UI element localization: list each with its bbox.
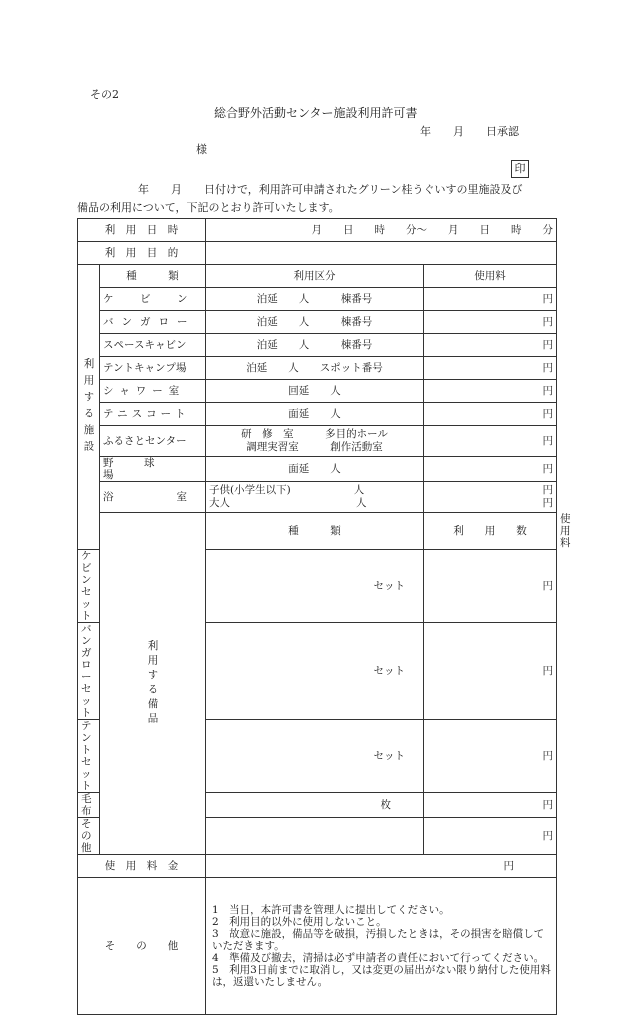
- datetime-label: 利 用 日 時: [78, 219, 206, 242]
- total-fee-value: 円: [206, 855, 557, 878]
- facility-usage: 面延 人: [206, 403, 424, 426]
- total-fee-row: [78, 855, 557, 878]
- notes-cell: [206, 878, 557, 1015]
- approval-date: 年 月 日承認: [420, 125, 519, 138]
- facility-name: テントキャンプ場: [100, 357, 206, 380]
- facility-row: [78, 334, 557, 357]
- facility-header-row: [78, 265, 557, 288]
- equipment-section-label: 利用する備品: [100, 513, 206, 855]
- facility-name: シャワー室: [100, 380, 206, 403]
- equipment-count-header: 利 用 数: [424, 513, 557, 550]
- page-title: 総合野外活動センター施設利用許可書: [214, 106, 418, 120]
- page-label: その2: [90, 88, 119, 101]
- equipment-count: セット: [206, 720, 424, 793]
- facility-usage: 泊延 人 棟番号: [206, 288, 424, 311]
- facility-row: [78, 288, 557, 311]
- facility-fee: 円: [424, 426, 557, 457]
- equipment-count: 枚: [206, 793, 424, 818]
- facility-usage: 泊延 人 棟番号: [206, 311, 424, 334]
- facility-fee-header: 使用料: [424, 265, 557, 288]
- facility-section-label: 利用する施設: [78, 265, 100, 550]
- bath-row: [78, 482, 557, 513]
- facility-fee: 円: [424, 334, 557, 357]
- facility-row: [78, 311, 557, 334]
- facility-usage: 泊延 人 棟番号: [206, 334, 424, 357]
- purpose-value: [206, 242, 557, 265]
- equipment-name: 毛 布: [78, 793, 100, 818]
- purpose-label: 利 用 目 的: [78, 242, 206, 265]
- datetime-value: 月 日 時 分〜 月 日 時 分: [206, 219, 557, 242]
- facility-fee: 円: [424, 311, 557, 334]
- equipment-count: セット: [206, 623, 424, 720]
- note-item: 4 準備及び撤去，清掃は必ず申請者の責任において行ってください。: [212, 952, 545, 964]
- equipment-fee: 円: [424, 793, 557, 818]
- facility-usage-header: 利用区分: [206, 265, 424, 288]
- equipment-fee: 円: [424, 818, 557, 855]
- bath-usage: [206, 482, 424, 513]
- seal-mark: 印: [511, 160, 529, 178]
- facility-usage-line: 研 修 室 多目的ホール: [241, 428, 388, 440]
- facility-usage-line: 調理実習室 創作活動室: [246, 441, 383, 453]
- facility-usage: 回延 人: [206, 380, 424, 403]
- facility-usage: 面延 人: [206, 457, 424, 482]
- facility-usage: 泊延 人 スポット番号: [206, 357, 424, 380]
- facility-fee: 円: [424, 357, 557, 380]
- facility-fee: 円: [424, 288, 557, 311]
- facility-row: [78, 380, 557, 403]
- facility-row: [78, 457, 557, 482]
- facility-name: 野 球 場: [100, 457, 206, 482]
- facility-usage: [206, 426, 424, 457]
- equipment-fee: 円: [424, 550, 557, 623]
- facility-fee: 円: [424, 403, 557, 426]
- equipment-name: バンガローセット: [78, 623, 100, 720]
- other-label: そ の 他: [78, 878, 206, 1015]
- note-item: 1 当日，本許可書を管理人に提出してください。: [212, 904, 450, 916]
- facility-name: スペースキャビン: [100, 334, 206, 357]
- equipment-count: セット: [206, 550, 424, 623]
- equipment-name: ケビンセット: [78, 550, 100, 623]
- addressee-suffix: 様: [196, 143, 207, 156]
- bath-fee: [424, 482, 557, 513]
- equipment-name: テントセット: [78, 720, 100, 793]
- other-row: [78, 878, 557, 1015]
- bath-usage-line: 子供(小学生以下) 人: [209, 484, 365, 496]
- bath-fee-line: 円: [542, 484, 553, 496]
- equipment-fee: 円: [424, 623, 557, 720]
- equipment-header-row: 利用する備品 種 類 利 用 数 使 用 料: [78, 513, 557, 550]
- note-item: 3 故意に施設，備品等を破損，汚損したときは，その損害を賠償していただきます。: [212, 928, 545, 952]
- datetime-row: [78, 219, 557, 242]
- facility-type-header: 種 類: [100, 265, 206, 288]
- permit-table: [77, 218, 581, 1015]
- equipment-name: そ の 他: [78, 818, 100, 855]
- facility-name: ふるさとセンター: [100, 426, 206, 457]
- total-fee-label: 使 用 料 金: [78, 855, 206, 878]
- facility-fee: 円: [424, 457, 557, 482]
- bath-fee-line: 円: [542, 497, 553, 509]
- bath-usage-line: 大人 人: [209, 497, 367, 509]
- note-item: 5 利用3日前までに取消し，又は変更の届出がない限り納付した使用料は，返還いたしません。: [212, 964, 551, 988]
- facility-row: [78, 403, 557, 426]
- intro-line-2: 備品の利用について，下記のとおり許可いたします。: [77, 201, 340, 214]
- note-item: 2 利用目的以外に使用しないこと。: [212, 916, 387, 928]
- facility-name: バンガロー: [100, 311, 206, 334]
- facility-row: [78, 357, 557, 380]
- facility-fee: 円: [424, 380, 557, 403]
- equipment-count: [206, 818, 424, 855]
- facility-row: [78, 426, 557, 457]
- equipment-fee: 円: [424, 720, 557, 793]
- facility-name: ケ ビ ン: [100, 288, 206, 311]
- bath-name: 浴 室: [100, 482, 206, 513]
- intro-line-1: 年 月 日付けで，利用許可申請されたグリーン桂うぐいすの里施設及び: [138, 183, 523, 196]
- facility-name: テニスコート: [100, 403, 206, 426]
- purpose-row: [78, 242, 557, 265]
- equipment-type-header: 種 類: [206, 513, 424, 550]
